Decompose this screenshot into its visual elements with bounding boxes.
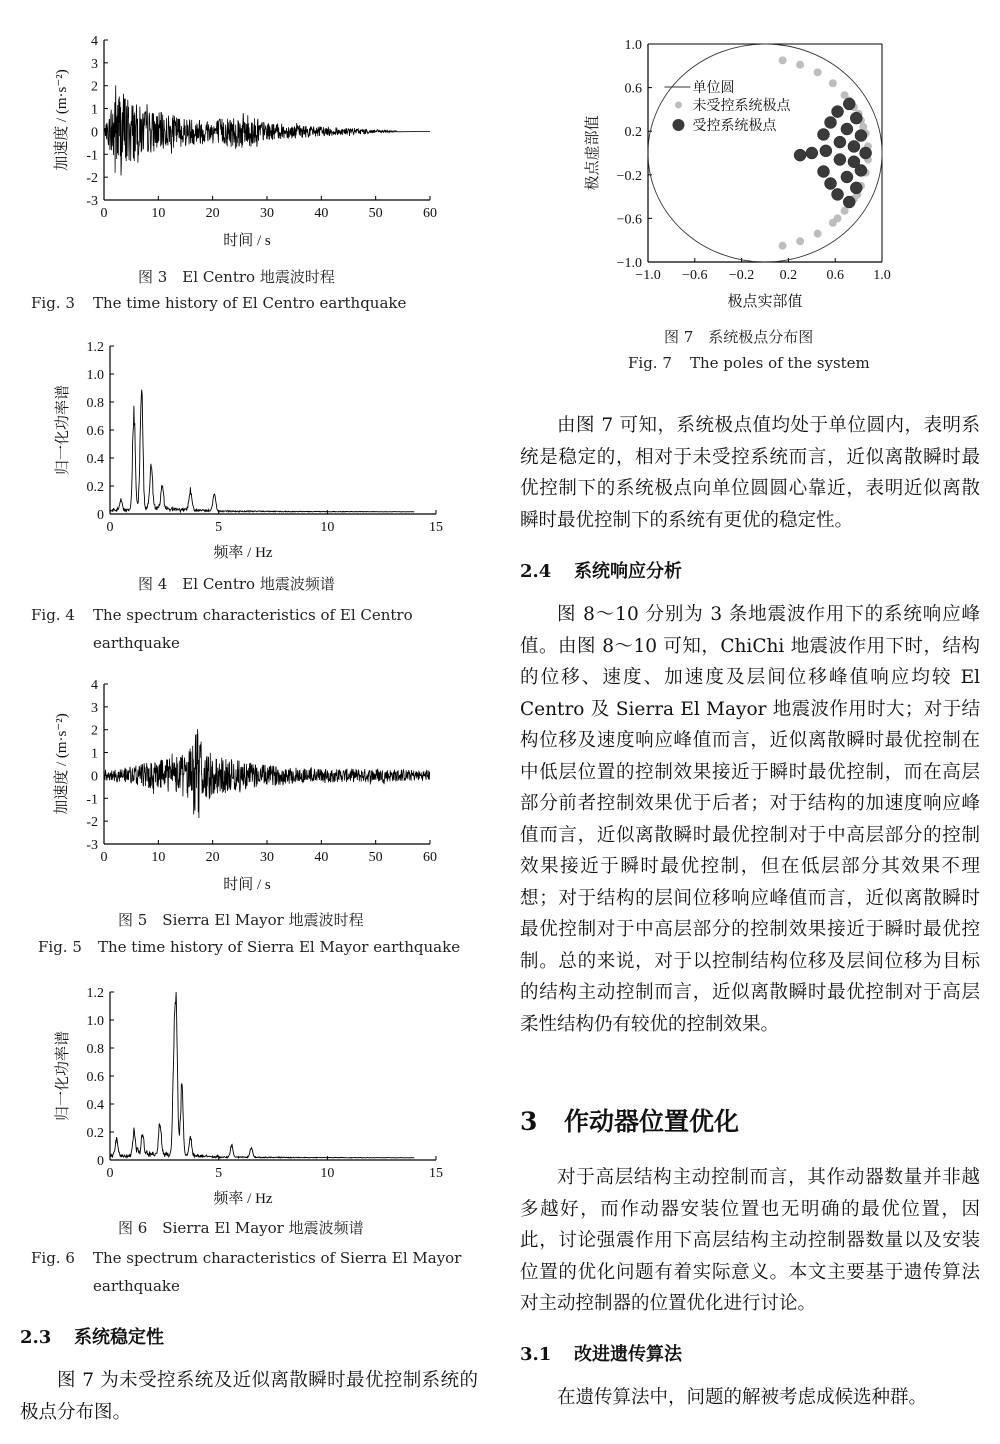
controlled-pole-marker [850, 182, 862, 194]
y-tick-label: 1 [91, 102, 98, 118]
paragraph-actuator-optimization: 对于高层结构主动控制而言，其作动器数量并非越多越好，而作动器安装位置也无明确的最优位置，因此，讨论强震作用下高层结构主动控制器数量以及安装位置的优化问题有着实际意义。本文主要基于遗传算法对主动控制器的位置优化进行讨论。 [520, 1167, 980, 1314]
section-title: 系统稳定性 [74, 1327, 164, 1348]
x-tick-label: 10 [320, 520, 335, 535]
y-tick-label: 1.2 [86, 986, 104, 1001]
controlled-pole-marker [834, 136, 846, 148]
x-tick-label: 0.6 [826, 268, 844, 283]
x-tick-label: 15 [429, 1166, 443, 1181]
y-tick-label: 3 [91, 700, 98, 716]
controlled-pole-marker [825, 116, 837, 128]
y-tick-label: 1.0 [624, 38, 642, 53]
fig6-chart [40, 980, 460, 1210]
uncontrolled-pole-marker [779, 56, 787, 64]
x-axis-label: 频率 / Hz [213, 545, 273, 561]
x-tick-label: 10 [151, 206, 166, 221]
controlled-pole-marker [841, 123, 853, 135]
x-tick-label: −0.2 [728, 268, 755, 283]
controlled-pole-marker [855, 164, 867, 176]
controlled-pole-marker [832, 106, 844, 118]
y-tick-label: 0.8 [86, 396, 104, 411]
x-tick-label: 50 [368, 206, 383, 221]
y-tick-label: −0.2 [616, 168, 642, 184]
controlled-pole-marker [820, 145, 832, 157]
y-tick-label: -1 [86, 792, 98, 808]
legend-label-controlled: 受控系统极点 [692, 118, 777, 134]
fig5-caption-en [38, 938, 478, 956]
controlled-pole-marker [825, 178, 837, 190]
fig4-caption-text: The spectrum characteristics of El Centro earthquake [93, 606, 413, 652]
y-tick-label: -3 [86, 194, 98, 209]
fig4-chart [40, 334, 460, 564]
x-tick-label: 40 [314, 206, 329, 221]
x-tick-label: 40 [314, 850, 329, 865]
x-tick-label: 5 [215, 1166, 223, 1181]
section-number: 2.4 [520, 561, 552, 582]
y-tick-label: 3 [91, 56, 98, 72]
y-tick-label: 1.2 [86, 340, 104, 355]
y-tick-label: 2 [91, 79, 98, 95]
fig7-label: Fig. 7 [628, 354, 672, 372]
y-tick-label: −0.6 [616, 212, 642, 228]
y-tick-label: 0.6 [624, 81, 642, 97]
x-axis-label: 时间 / s [223, 877, 271, 893]
y-tick-label: 0 [91, 125, 98, 141]
legend-label-uncontrolled: 未受控系统极点 [692, 98, 791, 114]
uncontrolled-pole-marker [796, 61, 804, 69]
fig7-caption-text: The poles of the system [690, 354, 870, 372]
y-tick-label: 1 [91, 746, 98, 762]
section-title: 作动器位置优化 [564, 1107, 740, 1136]
controlled-pole-marker [843, 98, 855, 110]
fig3-caption-en [31, 294, 471, 312]
fig3-caption-cn: 图 3 El Centro 地震波时程 [138, 268, 335, 286]
y-axis-label: 加速度 / (m·s⁻²) [54, 69, 70, 171]
uncontrolled-pole-marker [814, 230, 822, 238]
controlled-pole-marker [848, 140, 860, 152]
x-tick-label: 0 [100, 850, 108, 865]
y-tick-label: −1.0 [616, 256, 642, 271]
fig6-caption-en [31, 1244, 471, 1300]
fig4-caption-en [31, 601, 471, 657]
x-axis-label: 频率 / Hz [213, 1191, 273, 1207]
fig6-caption-text: The spectrum characteristics of Sierra El Mayor earthquake [93, 1249, 462, 1295]
section-2-4-heading [520, 557, 682, 583]
x-tick-label: 30 [260, 850, 274, 865]
y-tick-label: -3 [86, 838, 98, 853]
y-axis-label: 极点虚部值 [585, 115, 601, 191]
y-tick-label: 0.2 [86, 480, 104, 495]
fig7-caption-cn: 图 7 系统极点分布图 [664, 328, 814, 346]
x-tick-label: 5 [215, 520, 223, 535]
fig5-chart [40, 672, 460, 902]
controlled-pole-marker [860, 147, 872, 159]
x-tick-label: −1.0 [635, 268, 661, 283]
section-title: 系统响应分析 [574, 561, 682, 582]
series-line [104, 85, 430, 175]
y-tick-label: 0.6 [86, 424, 104, 439]
paragraph-response-analysis: 图 8～10 分别为 3 条地震波作用下的系统响应峰值。由图 8～10 可知，ChiChi 地震波作用下时，结构的位移、速度、加速度及层间位移峰值响应均较 El Centro 及 Sierra El Mayor 地震波作用时大；对于结构位移及速度响应峰值而言，近似离散瞬时最优控制在中低层位置的控制效果接近于瞬时最优控制，而在高层部分前者控制效果优于后者；对于结构的加速度响应峰值而言，近似离散瞬时最优控制对于中高层部分的控制效果接近于瞬时最优控制，但在低层部分其效果不理想；对于结构的层间位移响应峰值而言，近似离散瞬时最优控制对于中高层部分的控制效果接近于瞬时最优控制。总的来说，对于以控制结构位移及层间位移为目标的结构主动控制而言，近似离散瞬时最优控制对于高层柔性结构仍有较优的控制效果。 [520, 604, 980, 1035]
fig3-caption-text: The time history of El Centro earthquake [93, 294, 407, 312]
y-tick-label: 4 [91, 34, 98, 49]
y-axis-label: 加速度 / (m·s⁻²) [54, 713, 70, 815]
y-tick-label: -2 [86, 815, 98, 831]
x-tick-label: 0.2 [779, 268, 798, 283]
x-tick-label: 1.0 [873, 268, 891, 283]
y-tick-label: 0.8 [86, 1042, 104, 1057]
controlled-pole-marker [806, 147, 818, 159]
paragraph-genetic-algorithm: 在遗传算法中，问题的解被考虑成候选种群。 [557, 1387, 928, 1408]
section-number: 2.3 [20, 1327, 52, 1348]
series-line [104, 729, 430, 818]
section-number: 3.1 [520, 1344, 552, 1365]
y-tick-label: 4 [91, 678, 98, 693]
x-tick-label: 10 [151, 850, 166, 865]
fig7-caption-en [628, 354, 968, 372]
fig3-chart [40, 28, 460, 258]
y-tick-label: 0.4 [86, 452, 104, 467]
uncontrolled-pole-marker [814, 68, 822, 76]
fig5-caption-text: The time history of Sierra El Mayor earthquake [98, 938, 461, 956]
x-tick-label: 20 [205, 206, 220, 221]
controlled-pole-marker [855, 130, 867, 142]
controlled-pole-marker [850, 112, 862, 124]
uncontrolled-pole-marker [829, 79, 837, 87]
section-title: 改进遗传算法 [574, 1344, 682, 1365]
y-tick-label: 0.4 [86, 1098, 104, 1113]
fig5-caption-cn: 图 5 Sierra El Mayor 地震波时程 [118, 911, 364, 929]
controlled-pole-marker [818, 128, 830, 140]
section-3-1-heading [520, 1340, 682, 1366]
fig4-label: Fig. 4 [31, 606, 75, 624]
paragraph-fig7-intro: 图 7 为未受控系统及近似离散瞬时最优控制系统的极点分布图。 [20, 1370, 478, 1423]
legend-uncontrolled-marker [675, 101, 682, 108]
uncontrolled-pole-marker [834, 214, 842, 222]
x-tick-label: 30 [260, 206, 274, 221]
uncontrolled-pole-marker [796, 237, 804, 245]
y-tick-label: 0.2 [86, 1126, 104, 1141]
x-tick-label: 60 [423, 850, 437, 865]
controlled-pole-marker [794, 149, 806, 161]
series-line [110, 390, 414, 512]
controlled-pole-marker [818, 166, 830, 178]
fig4-caption-cn: 图 4 El Centro 地震波频谱 [138, 575, 335, 593]
fig6-label: Fig. 6 [31, 1249, 75, 1267]
section-2-3-heading [20, 1323, 164, 1349]
y-tick-label: 0.2 [624, 125, 642, 141]
x-tick-label: 0 [106, 520, 114, 535]
x-tick-label: 20 [205, 850, 220, 865]
y-tick-label: -2 [86, 171, 98, 187]
x-tick-label: 50 [368, 850, 383, 865]
x-axis-label: 极点实部值 [727, 294, 803, 310]
x-tick-label: 15 [429, 520, 443, 535]
x-tick-label: 60 [423, 206, 437, 221]
y-axis-label: 归一化功率谱 [55, 384, 71, 476]
section-3-heading [520, 1102, 739, 1138]
x-tick-label: −0.6 [682, 268, 708, 283]
legend-controlled-marker [672, 119, 684, 131]
x-tick-label: 0 [100, 206, 108, 221]
x-tick-label: 0 [106, 1166, 114, 1181]
fig3-label: Fig. 3 [31, 294, 75, 312]
controlled-pole-marker [832, 188, 844, 200]
fig7-chart [575, 30, 905, 320]
y-tick-label: 0 [97, 1154, 104, 1169]
unit-circle [648, 44, 882, 262]
controlled-pole-marker [841, 171, 853, 183]
y-tick-label: 2 [91, 723, 98, 739]
controlled-pole-marker [834, 154, 846, 166]
y-tick-label: 0 [97, 508, 104, 523]
x-axis-label: 时间 / s [223, 233, 271, 249]
legend-label-unit-circle: 单位圆 [692, 80, 735, 96]
uncontrolled-pole-marker [779, 242, 787, 250]
x-tick-label: 10 [320, 1166, 335, 1181]
y-tick-label: 0 [91, 769, 98, 785]
y-axis-label: 归一化功率谱 [55, 1030, 71, 1122]
y-tick-label: 1.0 [86, 368, 104, 383]
section-number: 3 [520, 1107, 538, 1136]
y-tick-label: 0.6 [86, 1070, 104, 1085]
fig6-caption-cn: 图 6 Sierra El Mayor 地震波频谱 [118, 1219, 364, 1237]
series-line [110, 992, 414, 1158]
paragraph-fig7-analysis: 由图 7 可知，系统极点值均处于单位圆内，表明系统是稳定的，相对于未受控系统而言，近似离散瞬时最优控制下的系统极点向单位圆圆心靠近，表明近似离散瞬时最优控制下的系统有更优的稳定性。 [520, 415, 980, 531]
y-tick-label: -1 [86, 148, 98, 164]
fig5-label: Fig. 5 [38, 938, 82, 956]
controlled-pole-marker [843, 196, 855, 208]
y-tick-label: 1.0 [86, 1014, 104, 1029]
